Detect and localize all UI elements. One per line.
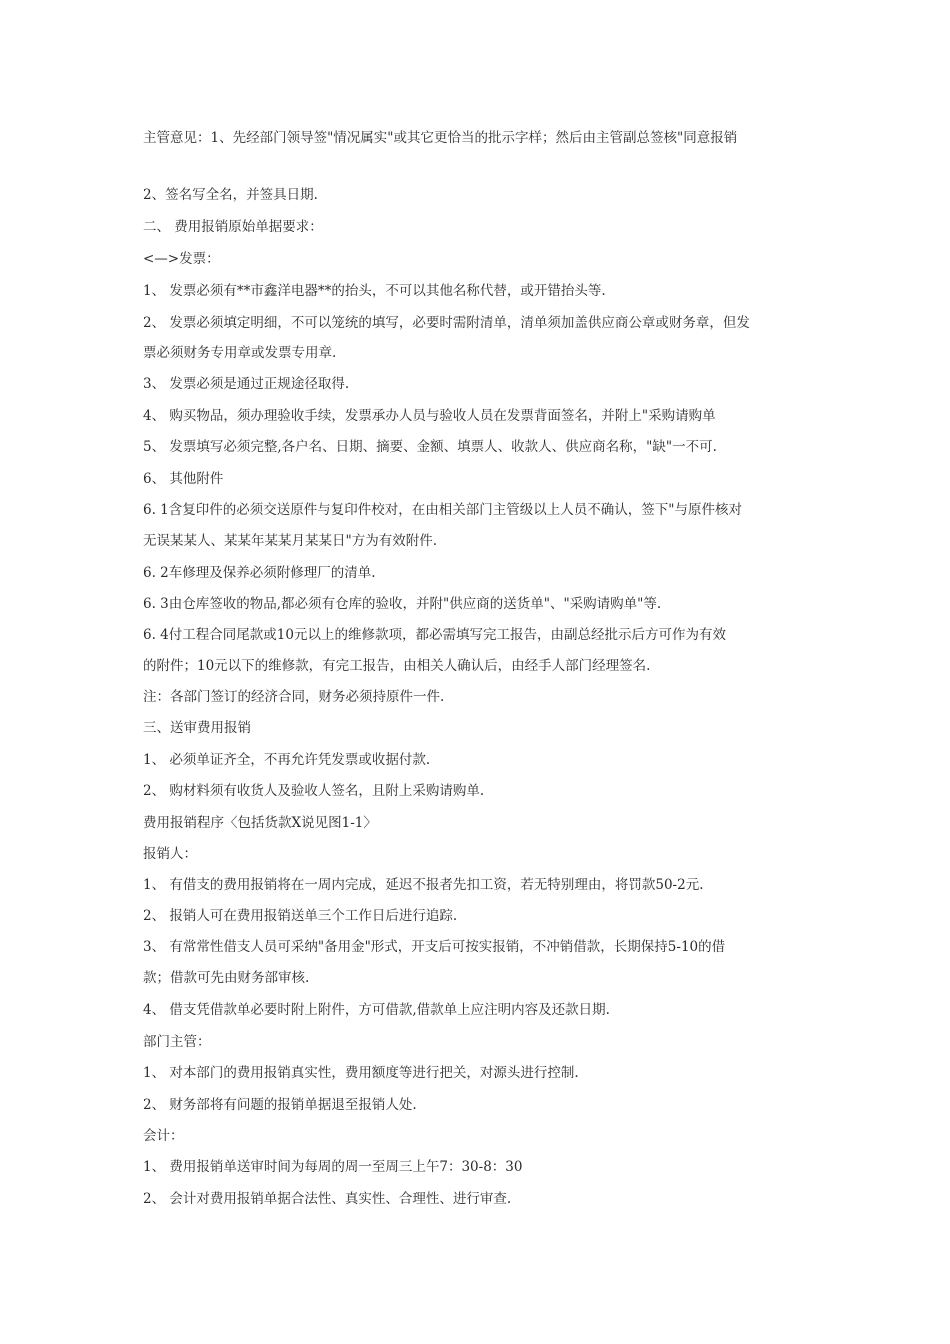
text-line: 主管意见：1、先经部门领导签"情况属实"或其它更恰当的批示字样；然后由主管副总签核"同意报销 (143, 130, 738, 146)
text-line: 2、签名写全名，并签具日期. (143, 187, 318, 203)
text-line: 1、 必须单证齐全，不再允许凭发票或收据付款. (143, 752, 431, 768)
section-heading: 三、送审费用报销 (143, 720, 251, 736)
text-line: 2、 发票必须填定明细，不可以笼统的填写，必要时需附清单，清单须加盖供应商公章或财务章，但发 (143, 315, 750, 331)
subsection-heading: 会计： (143, 1128, 184, 1144)
text-line: 6. 1含复印件的必须交送原件与复印件校对，在由相关部门主管级以上人员不确认，签下"与原件核对 (143, 502, 742, 518)
text-line: 1、 发票必须有**市鑫洋电器**的抬头，不可以其他名称代替，或开错抬头等. (143, 283, 606, 299)
subsection-heading: 报销人： (143, 846, 197, 862)
text-line: 1、 对本部门的费用报销真实性，费用额度等进行把关，对源头进行控制. (143, 1065, 579, 1081)
text-line: 款；借款可先由财务部审核. (143, 970, 310, 986)
section-heading: 二、 费用报销原始单据要求： (143, 219, 323, 235)
text-line: 2、 会计对费用报销单据合法性、真实性、合理性、进行审查. (143, 1191, 512, 1207)
note-line: 注：各部门签订的经济合同，财务必须持原件一件. (143, 689, 445, 705)
subsection-heading: 部门主管： (143, 1034, 211, 1050)
text-line: 6. 2车修理及保养必须附修理厂的清单. (143, 565, 376, 581)
text-line: 4、 购买物品，须办理验收手续，发票承办人员与验收人员在发票背面签名，并附上"采购请购单 (143, 408, 716, 424)
text-line: 3、 发票必须是通过正规途径取得. (143, 376, 350, 392)
text-line: 票必须财务专用章或发票专用章. (143, 345, 337, 361)
text-line: 的附件；10元以下的维修款，有完工报告，由相关人确认后，由经手人部门经理签名. (143, 658, 651, 674)
text-line: 1、 费用报销单送审时间为每周的周一至周三上午7：30-8：30 (143, 1159, 523, 1175)
text-line: 1、 有借支的费用报销将在一周内完成，延迟不报者先扣工资，若无特别理由，将罚款50-2元. (143, 877, 704, 893)
text-line: 5、 发票填写必须完整,各户名、日期、摘要、金额、填票人、收款人、供应商名称，"缺"一不可. (143, 439, 717, 455)
text-line: 2、 购材料须有收货人及验收人签名，且附上采购请购单. (143, 783, 485, 799)
text-line: 无误某某人、某某年某某月某某日"方为有效附件. (143, 533, 438, 549)
text-line: 2、 财务部将有问题的报销单据退至报销人处. (143, 1097, 417, 1113)
text-line: 6. 3由仓库签收的物品,都必须有仓库的验收，并附"供应商的送货单"、"采购请购单"等. (143, 596, 662, 612)
text-line: 3、 有常常性借支人员可采纳"备用金"形式，开支后可按实报销，不冲销借款，长期保持5-10的借 (143, 939, 726, 955)
text-line: 6. 4付工程合同尾款或10元以上的维修款项，都必需填写完工报告，由副总经批示后方可作为有效 (143, 627, 726, 643)
text-line: 6、 其他附件 (143, 471, 224, 487)
subsection-heading: 费用报销程序〈包括货款X说见图1-1〉 (143, 815, 377, 831)
text-line: 2、 报销人可在费用报销送单三个工作日后进行追踪. (143, 908, 458, 924)
text-line: 4、 借支凭借款单必要时附上附件，方可借款,借款单上应注明内容及还款日期. (143, 1002, 610, 1018)
subsection-heading: <—>发票： (143, 251, 220, 267)
